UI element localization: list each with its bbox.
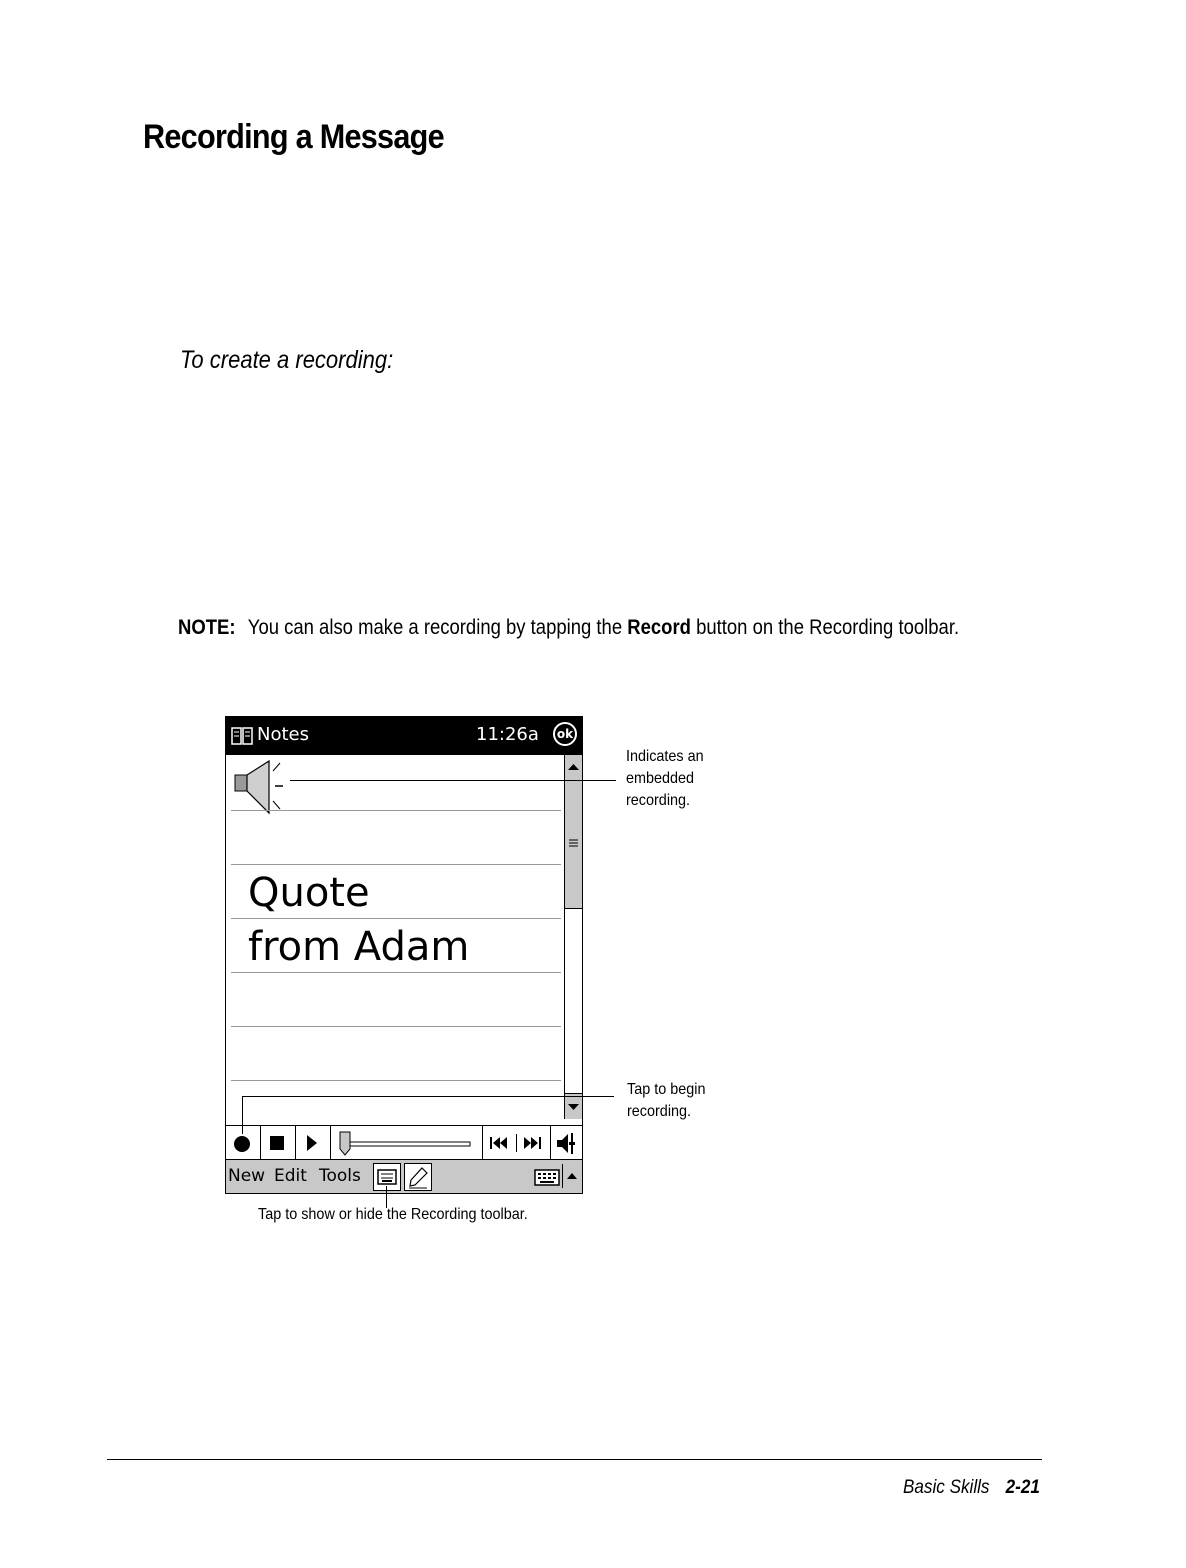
scroll-up-button[interactable] [565, 755, 582, 781]
callout-embedded-recording: Indicates an embedded recording. [626, 748, 704, 809]
title-bar [226, 717, 582, 755]
menu-new[interactable]: New [228, 1166, 266, 1186]
divider [550, 1126, 551, 1160]
ruled-line [231, 1080, 561, 1081]
play-icon[interactable] [300, 1129, 324, 1157]
stop-icon[interactable] [266, 1129, 290, 1157]
device-screenshot [225, 716, 583, 1194]
clock[interactable]: 11:26a [476, 724, 539, 745]
ruled-line [231, 972, 561, 973]
ruled-line [231, 1026, 561, 1027]
callout-line-embedded [290, 780, 616, 781]
menu-bar [226, 1159, 582, 1193]
app-title: Notes [257, 724, 309, 745]
page-number: 2-21 [1005, 1477, 1040, 1498]
start-menu-icon[interactable] [231, 726, 253, 746]
note-label: NOTE: [178, 616, 236, 639]
recording-toolbar [226, 1125, 582, 1159]
divider [295, 1126, 296, 1160]
footer-rule [107, 1459, 1042, 1460]
note-text-after: button on the Recording toolbar. [696, 616, 960, 639]
footer-section: Basic Skills [903, 1477, 990, 1498]
pen-icon[interactable] [404, 1163, 432, 1191]
divider [482, 1126, 483, 1160]
callout-toolbar-toggle: Tap to show or hide the Recording toolbar. [258, 1206, 528, 1223]
ruled-line [231, 810, 561, 811]
note-bold: Record [627, 616, 691, 639]
divider [330, 1126, 331, 1160]
scroll-down-arrow-icon [565, 1094, 582, 1119]
record-icon[interactable] [232, 1129, 254, 1157]
procedure-heading: To create a recording: [180, 346, 394, 374]
menu-tools[interactable]: Tools [319, 1166, 361, 1186]
page-footer [903, 1477, 1040, 1499]
grip-icon [565, 781, 582, 908]
divider [562, 1164, 563, 1188]
note-area[interactable] [226, 755, 564, 1119]
ok-button[interactable]: ok [553, 722, 577, 746]
callout-line-record [242, 1096, 614, 1097]
note-line-1: Quote [248, 870, 370, 916]
input-menu-arrow-icon[interactable] [565, 1169, 579, 1183]
scroll-thumb[interactable] [565, 781, 582, 909]
note [178, 616, 959, 640]
page-title: Recording a Message [143, 118, 444, 156]
ruled-line [231, 918, 561, 919]
scroll-up-arrow-icon [565, 755, 582, 780]
divider [516, 1134, 517, 1152]
position-slider[interactable] [336, 1129, 476, 1157]
recording-toolbar-icon[interactable] [373, 1163, 401, 1191]
note-text-before: You can also make a recording by tapping the [247, 616, 623, 639]
keyboard-icon[interactable] [534, 1167, 562, 1187]
vertical-scrollbar[interactable] [564, 755, 582, 1119]
speaker-recording-icon[interactable] [232, 759, 284, 815]
divider [260, 1126, 261, 1160]
rewind-icon[interactable] [486, 1129, 512, 1157]
forward-icon[interactable] [520, 1129, 546, 1157]
volume-icon[interactable] [554, 1129, 578, 1157]
menu-edit[interactable]: Edit [274, 1166, 307, 1186]
ruled-line [231, 864, 561, 865]
callout-line-record [242, 1096, 243, 1134]
callout-begin-recording: Tap to begin recording. [627, 1081, 706, 1120]
note-line-2: from Adam [248, 924, 470, 970]
